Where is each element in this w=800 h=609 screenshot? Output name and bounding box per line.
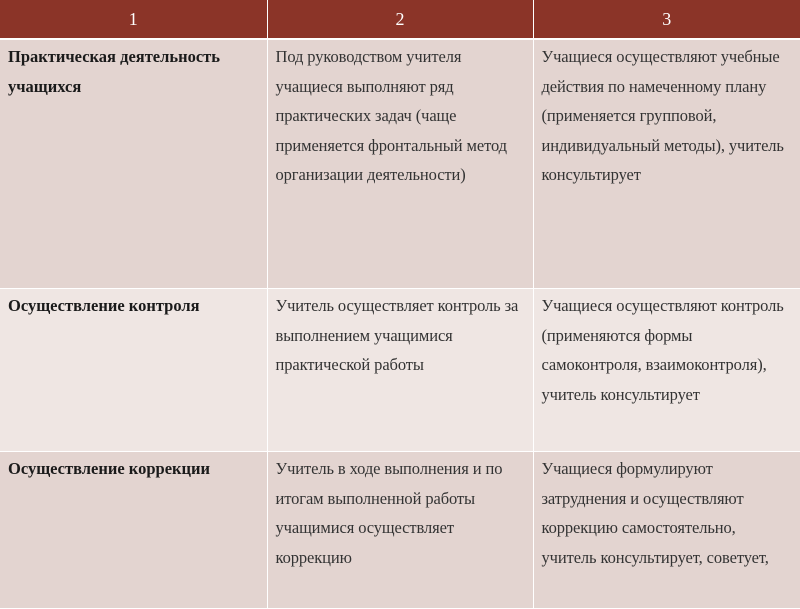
teacher-activity-cell: Учитель осуществляет контроль за выполнением учащимися практической работы (267, 289, 533, 452)
student-activity-cell: Учащиеся осуществляют контроль (применяются формы самоконтроля, взаимоконтроля), учитель консультирует (533, 289, 800, 452)
row-label: Осуществление коррекции (0, 452, 267, 609)
row-label: Осуществление контроля (0, 289, 267, 452)
table-row (0, 452, 800, 609)
header-row (0, 0, 800, 39)
table-row (0, 39, 800, 289)
column-header-1: 1 (0, 0, 267, 39)
teacher-activity-cell: Под руководством учителя учащиеся выполняют ряд практических задач (чаще применяется фронтальный метод организации деятельности) (267, 39, 533, 289)
row-label: Практическая деятельность учащихся (0, 39, 267, 289)
student-activity-cell: Учащиеся осуществляют учебные действия по намеченному плану (применяется групповой, индивидуальный методы), учитель консультирует (533, 39, 800, 289)
column-header-2: 2 (267, 0, 533, 39)
student-activity-cell: Учащиеся формулируют затруднения и осуществляют коррекцию самостоятельно, учитель консультирует, советует, (533, 452, 800, 609)
column-header-3: 3 (533, 0, 800, 39)
table-row (0, 289, 800, 452)
teacher-activity-cell: Учитель в ходе выполнения и по итогам выполненной работы учащимися осуществляет коррекцию (267, 452, 533, 609)
